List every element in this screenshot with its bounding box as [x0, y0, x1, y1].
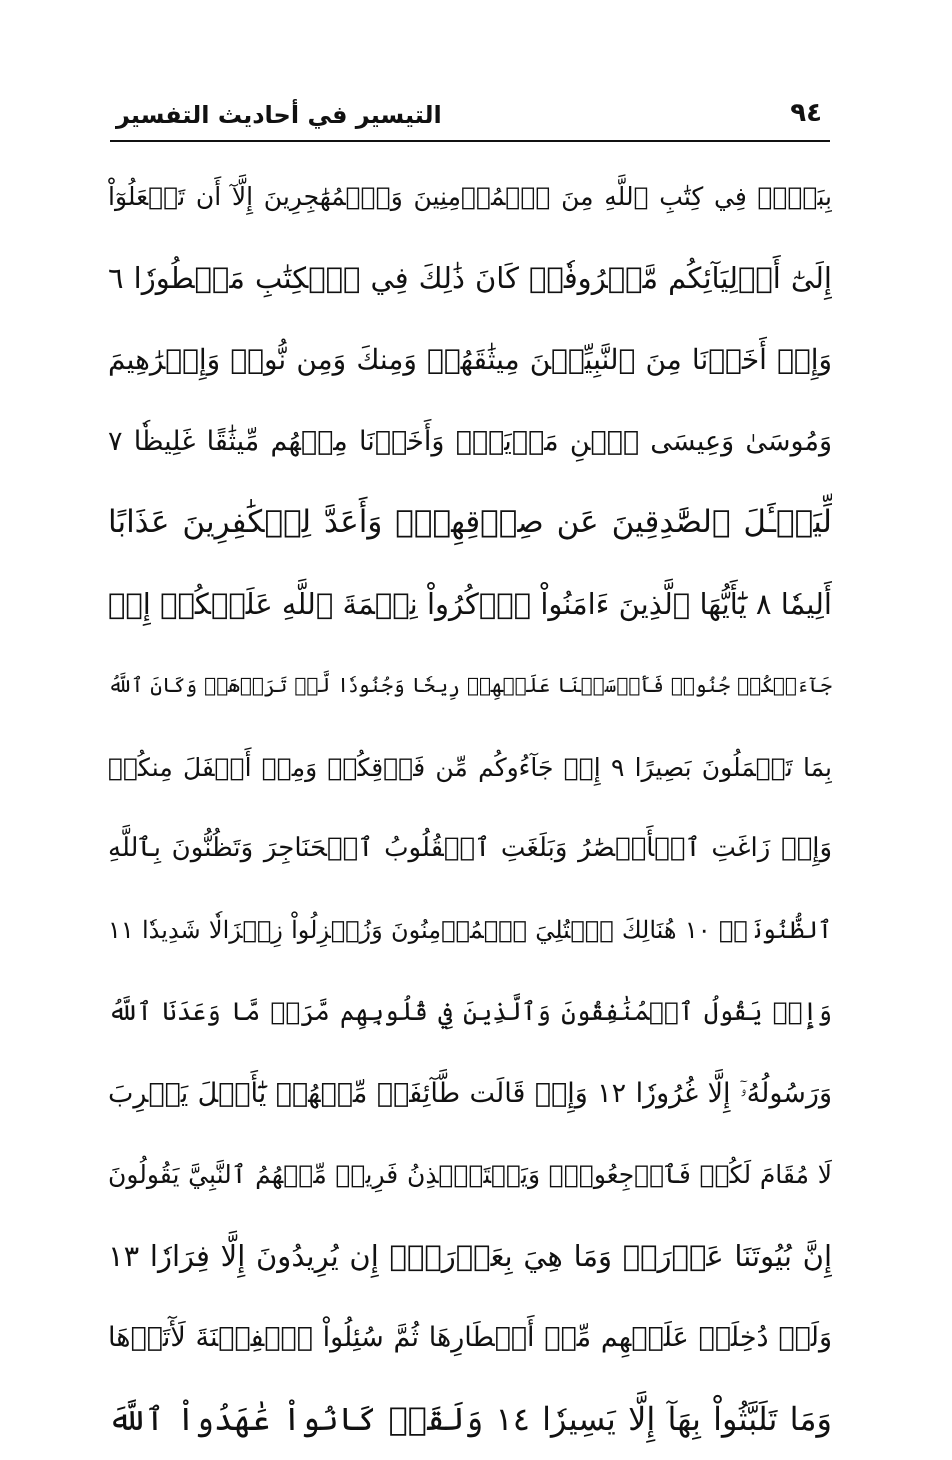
- verse-line-1: بِبَعۡضٖ فِي كِتَٰبِ ٱللَّهِ مِنَ ٱلۡمُؤۡمِنِينَ وَٱلۡمُهَٰجِرِينَ إِلَّآ أَن تَفۡعَلُوٓاْ: [108, 156, 832, 238]
- verse-line-12: وَرَسُولُهُۥٓ إِلَّا غُرُورٗا ١٢ وَإِذۡ قَالَت طَّآئِفَةٞ مِّنۡهُمۡ يَٰٓأَهۡلَ يَثۡرِبَ: [108, 1053, 832, 1135]
- verse-line-11: وَإِذۡ يَقُولُ ٱلۡمُنَٰفِقُونَ وَٱلَّذِينَ فِي قُلُوبِهِم مَّرَضٞ مَّا وَعَدَنَا ٱللَّهُ: [108, 971, 832, 1053]
- verse-line-10: ٱلظُّنُونَا۠ ١٠ هُنَالِكَ ٱبۡتُلِيَ ٱلۡمُؤۡمِنُونَ وَزُلۡزِلُواْ زِلۡزَالٗا شَدِيدٗا ١١: [108, 890, 832, 972]
- verse-line-8: بِمَا تَعۡمَلُونَ بَصِيرًا ٩ إِذۡ جَآءُوكُم مِّن فَوۡقِكُمۡ وَمِنۡ أَسۡفَلَ مِنكُمۡ: [108, 727, 832, 809]
- page-header: [110, 92, 830, 138]
- verse-line-14: إِنَّ بُيُوتَنَا عَوۡرَةٞ وَمَا هِيَ بِعَوۡرَةٍۖ إِن يُرِيدُونَ إِلَّا فِرَارٗا ١٣: [108, 1216, 832, 1298]
- quran-text-block: [108, 156, 832, 1460]
- verse-line-16: وَمَا تَلَبَّثُواْ بِهَآ إِلَّا يَسِيرٗا ١٤ وَلَقَدۡ كَانُواْ عَٰهَدُواْ ٱللَّهَ: [108, 1379, 832, 1460]
- verse-line-3: وَإِذۡ أَخَذۡنَا مِنَ ٱلنَّبِيِّـۧنَ مِيثَٰقَهُمۡ وَمِنكَ وَمِن نُّوحٖ وَإِبۡرَٰهِيمَ: [108, 319, 832, 401]
- verse-line-2: إِلَىٰٓ أَوۡلِيَآئِكُم مَّعۡرُوفٗاۚ كَانَ ذَٰلِكَ فِي ٱلۡكِتَٰبِ مَسۡطُورٗا ٦: [108, 238, 832, 320]
- verse-line-4: وَمُوسَىٰ وَعِيسَى ٱبۡنِ مَرۡيَمَۖ وَأَخَذۡنَا مِنۡهُم مِّيثَٰقًا غَلِيظٗا ٧: [108, 401, 832, 483]
- verse-line-7: جَآءَتۡكُمۡ جُنُودٞ فَأَرۡسَلۡنَا عَلَيۡهِمۡ رِيحٗا وَجُنُودٗا لَّمۡ تَرَوۡهَاۚ وَكَانَ ٱللَّهُ: [108, 645, 832, 727]
- verse-line-15: وَلَوۡ دُخِلَتۡ عَلَيۡهِم مِّنۡ أَقۡطَارِهَا ثُمَّ سُئِلُواْ ٱلۡفِتۡنَةَ لَأٓتَوۡهَا: [108, 1297, 832, 1379]
- page-number: ٩٤: [790, 98, 822, 128]
- verse-line-6: أَلِيمٗا ٨ يَٰٓأَيُّهَا ٱلَّذِينَ ءَامَنُواْ ٱذۡكُرُواْ نِعۡمَةَ ٱللَّهِ عَلَيۡكُمۡ إِذۡ: [108, 564, 832, 646]
- header-divider: [110, 140, 830, 142]
- running-title: التيسير في أحاديث التفسير: [116, 100, 442, 130]
- verse-line-5: لِّيَسۡـَٔلَ ٱلصَّٰدِقِينَ عَن صِدۡقِهِمۡۚ وَأَعَدَّ لِلۡكَٰفِرِينَ عَذَابًا: [108, 482, 832, 564]
- verse-line-9: وَإِذۡ زَاغَتِ ٱلۡأَبۡصَٰرُ وَبَلَغَتِ ٱلۡقُلُوبُ ٱلۡحَنَاجِرَ وَتَظُنُّونَ بِٱللَّهِ: [108, 808, 832, 890]
- verse-line-13: لَا مُقَامَ لَكُمۡ فَٱرۡجِعُواْۚ وَيَسۡتَـٔۡذِنُ فَرِيقٞ مِّنۡهُمُ ٱلنَّبِيَّ يَقُولُونَ: [108, 1134, 832, 1216]
